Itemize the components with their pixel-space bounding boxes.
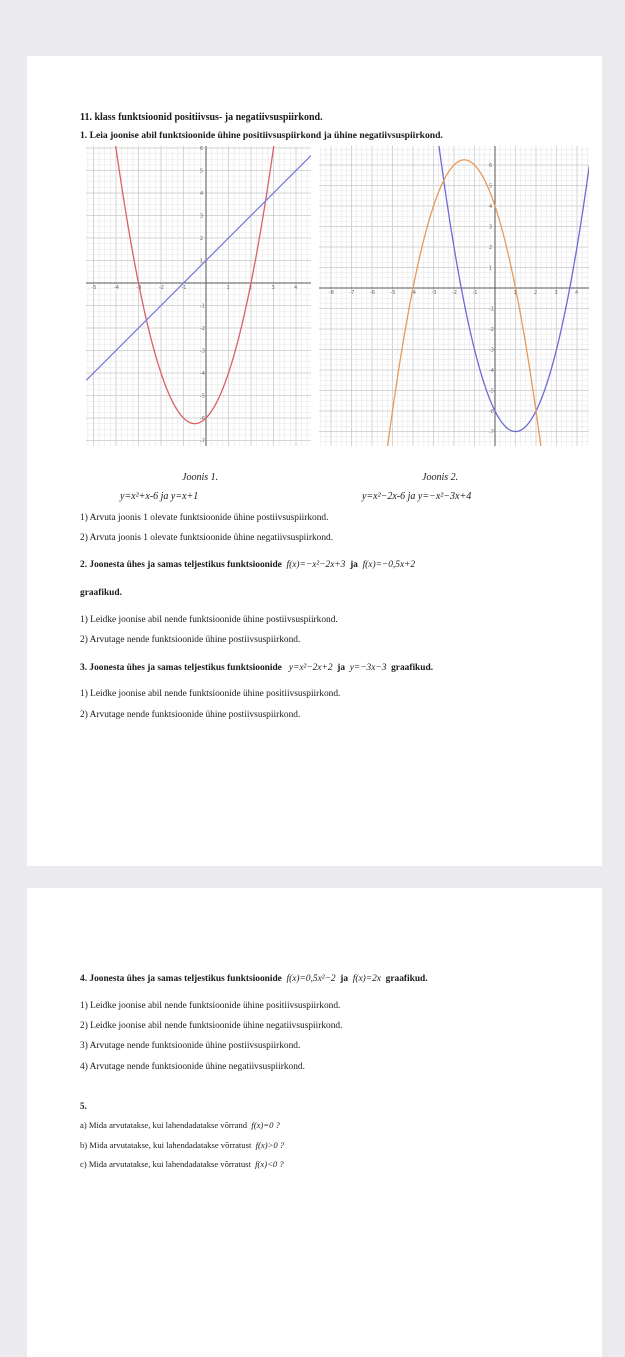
figure-1-line-curve	[86, 155, 311, 380]
figure-2-y-tick-label: -5	[489, 388, 494, 395]
figure-2-parabola-up-curve	[435, 146, 589, 432]
task4-question-1: 1) Leidke joonise abil nende funktsioonide ühine positiivsuspiirkond.	[80, 1001, 341, 1011]
task4-function-1: f(x)=0,5x²−2	[286, 974, 336, 984]
figure-1-x-tick-label: 2	[249, 285, 253, 291]
task4-heading	[80, 973, 428, 985]
figure-1-y-tick-label: -7	[200, 438, 205, 445]
figure-1-caption: Joonis 1.	[182, 472, 219, 483]
task1-question-2: 2) Arvuta joonis 1 olevate funktsioonide ühine negatiivsuspiirkond.	[80, 533, 334, 543]
figure-1-y-tick-label: -1	[200, 303, 205, 310]
task2-function-2: f(x)=−0,5x+2	[362, 560, 416, 570]
task4-question-3: 3) Arvutage nende funktsioonide ühine postiivsuspiirkond.	[80, 1041, 301, 1051]
task5-a-text: a) Mida arvutatakse, kui lahendadatakse võrrand	[80, 1120, 248, 1130]
figure-1-graph	[86, 146, 311, 446]
figure-2-y-tick-label: 5	[489, 183, 493, 190]
worksheet-title: 11. klass funktsioonid positiivsus- ja negatiivsuspiirkond.	[80, 112, 323, 123]
task5-b	[80, 1139, 284, 1151]
task3-heading-end: graafikud.	[391, 663, 434, 673]
worksheet-page-2	[27, 888, 602, 1357]
task4-ja: ja	[340, 974, 349, 984]
task5-a	[80, 1119, 280, 1131]
figure-1-x-tick-label: -2	[159, 285, 164, 291]
task4-heading-end: graafikud.	[385, 974, 428, 984]
figure-1-y-tick-label: 1	[200, 258, 204, 265]
task5-a-formula: f(x)=0 ?	[251, 1120, 280, 1130]
task2-heading	[80, 559, 415, 571]
task5-b-formula: f(x)>0 ?	[255, 1140, 285, 1150]
figure-2-x-tick-label: -2	[452, 290, 457, 296]
task3-heading	[80, 662, 433, 674]
figure-1-y-tick-label: 3	[200, 213, 204, 220]
task5-heading: 5.	[80, 1101, 87, 1111]
task3-heading-text: 3. Joonesta ühes ja samas teljestikus funktsioonide	[80, 663, 282, 673]
figure-2-x-tick-label: 2	[534, 290, 538, 296]
figure-2-caption: Joonis 2.	[422, 472, 459, 483]
task4-question-4: 4) Arvutage nende funktsioonide ühine negatiivsuspiirkond.	[80, 1062, 305, 1072]
figure-2-x-tick-label: -4	[411, 290, 416, 296]
figure-2-x-tick-label: -3	[431, 290, 437, 296]
task4-heading-text: 4. Joonesta ühes ja samas teljestikus funktsioonide	[80, 974, 282, 984]
figure-2-x-tick-label: 1	[513, 290, 517, 296]
figure-2-y-tick-label: -4	[489, 368, 494, 374]
task4-function-2: f(x)=2x	[352, 974, 381, 984]
figure-1-x-tick-label: -5	[91, 285, 97, 291]
figure-2-x-tick-label: 4	[575, 290, 579, 296]
task5-b-text: b) Mida arvutatakse, kui lahendadatakse võrratust	[80, 1140, 252, 1150]
figure-2-y-tick-label: -2	[489, 327, 494, 333]
task2-function-1: f(x)=−x²−2x+3	[286, 560, 346, 570]
task5-c-formula: f(x)<0 ?	[255, 1159, 284, 1169]
figure-1-formula: y=x²+x-6 ja y=x+1	[120, 491, 199, 502]
figure-2-x-tick-label: -6	[370, 290, 375, 296]
task3-question-2: 2) Arvutage nende funktsioonide ühine postiivsuspiirkond.	[80, 710, 301, 720]
task1-question-1: 1) Arvuta joonis 1 olevate funktsioonide ühine postiivsuspiirkond.	[80, 513, 329, 523]
figure-2-y-tick-label: 3	[489, 224, 493, 231]
figure-1-y-tick-label: -5	[200, 393, 205, 400]
figure-2-y-tick-label: -7	[489, 429, 494, 436]
figure-2-x-tick-label: -5	[390, 290, 396, 296]
figure-1-x-tick-label: 3	[271, 285, 275, 291]
task2-heading-end: graafikud.	[80, 588, 122, 598]
figure-2-x-tick-label: -1	[472, 290, 478, 296]
figure-1-y-tick-label: 2	[200, 236, 204, 242]
figure-2-y-tick-label: -6	[489, 409, 494, 415]
task2-heading-text: 2. Joonesta ühes ja samas teljestikus funktsioonide	[80, 560, 282, 570]
figure-2-y-tick-label: 2	[489, 245, 493, 251]
figure-2-x-tick-label: -8	[329, 290, 334, 296]
worksheet-page-1	[27, 56, 602, 866]
figure-1-y-tick-label: -2	[200, 326, 205, 332]
figure-2-y-tick-label: -1	[489, 306, 494, 313]
figure-1-x-tick-label: -4	[114, 285, 119, 291]
figure-1-x-tick-label: -1	[181, 285, 187, 291]
figure-2-y-tick-label: 1	[489, 265, 493, 272]
task5-c-text: c) Mida arvutatakse, kui lahendadatakse võrratust	[80, 1159, 251, 1169]
task4-question-2: 2) Leidke joonise abil nende funktsioonide ühine negatiivsuspiirkond.	[80, 1021, 343, 1031]
figure-1-y-tick-label: -3	[200, 348, 205, 355]
figure-2-x-tick-label: -7	[349, 290, 355, 296]
figure-1-y-tick-label: -4	[200, 371, 205, 377]
task3-function-1: y=x²−2x+2	[288, 663, 333, 673]
figure-2-x-tick-label: 3	[554, 290, 558, 296]
figure-2-y-tick-label: 6	[489, 163, 493, 169]
task3-question-1: 1) Leidke joonise abil nende funktsioonide ühine positiivsuspiirkond.	[80, 689, 341, 699]
task5-c	[80, 1158, 284, 1170]
figure-1-y-tick-label: 4	[200, 191, 204, 197]
task2-ja: ja	[350, 560, 358, 570]
figure-1-x-tick-label: -3	[136, 285, 142, 291]
figure-2-y-tick-label: -3	[489, 347, 494, 354]
task3-ja: ja	[337, 663, 346, 673]
figure-1-x-tick-label: 1	[226, 285, 230, 291]
figure-2-y-tick-label: 4	[489, 204, 493, 210]
task2-question-1: 1) Leidke joonise abil nende funktsioonide ühine postiivsuspiirkond.	[80, 615, 338, 625]
task2-question-2: 2) Arvutage nende funktsioonide ühine postiivsuspiirkond.	[80, 635, 301, 645]
figure-2-formula: y=x²−2x-6 ja y=−x²−3x+4	[362, 491, 472, 502]
figure-1-x-tick-label: 4	[294, 285, 298, 291]
task1-heading: 1. Leia joonise abil funktsioonide ühine positiivsuspiirkond ja ühine negatiivsuspiirkond.	[80, 130, 443, 141]
figure-2-graph	[319, 146, 589, 446]
figure-1-y-tick-label: 5	[200, 168, 204, 175]
figure-1-y-tick-label: 6	[200, 146, 204, 152]
task3-function-2: y=−3x−3	[349, 663, 387, 673]
figure-1-y-tick-label: -6	[200, 416, 205, 422]
